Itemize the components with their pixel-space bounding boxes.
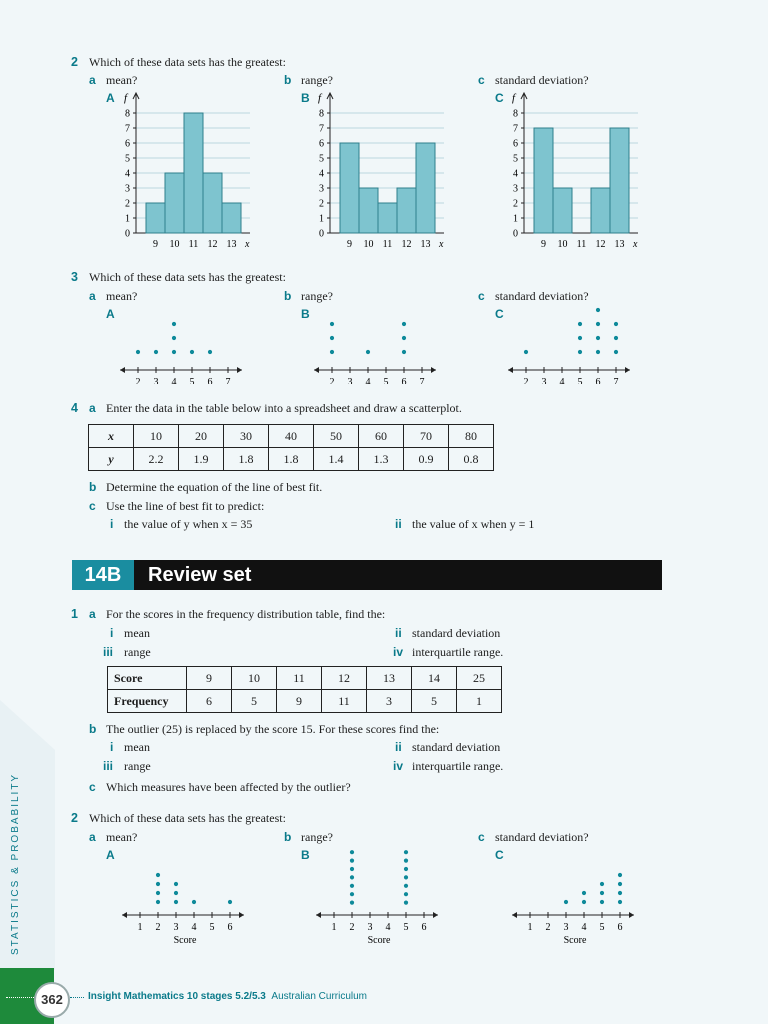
data-dot — [618, 882, 622, 886]
data-dot — [582, 891, 586, 895]
subpart-label: iv — [393, 645, 404, 659]
data-dot — [174, 882, 178, 886]
x-tick-label: 6 — [595, 377, 601, 384]
data-dot — [402, 350, 406, 354]
frequency-table — [107, 666, 502, 713]
x-tick-label: 4 — [385, 922, 391, 933]
chart-label: C — [495, 307, 504, 321]
x-tick-label: 10 — [169, 239, 180, 250]
number-line-arrow — [508, 367, 513, 373]
x-tick-label: 1 — [331, 922, 337, 933]
table-cell: 1.4 — [314, 448, 359, 471]
table-cell: 40 — [269, 425, 314, 448]
data-dot — [404, 850, 408, 854]
part-letter: a — [89, 401, 96, 415]
x-tick-label: 13 — [420, 239, 431, 250]
part-text: Which measures have been affected by the outlier? — [106, 780, 351, 794]
histogram-bar — [591, 188, 610, 233]
histogram-a — [108, 88, 268, 253]
section-code: 14B — [72, 560, 134, 590]
table-cell: 11 — [322, 690, 367, 713]
subpart-text: standard deviation — [412, 740, 501, 754]
data-dot — [156, 891, 160, 895]
x-tick-label: 2 — [545, 922, 551, 933]
table-cell: 6 — [187, 690, 232, 713]
data-dot — [600, 900, 604, 904]
part-text: mean? — [106, 73, 138, 87]
subpart-text: interquartile range. — [412, 645, 504, 659]
table-cell: 9 — [277, 690, 322, 713]
x-tick-label: 5 — [403, 922, 409, 933]
y-tick-label: 7 — [319, 123, 324, 135]
part-text: For the scores in the frequency distribution table, find the: — [106, 607, 386, 621]
question-prompt: Which of these data sets has the greatest: — [89, 270, 286, 284]
table-cell: 12 — [322, 667, 367, 690]
x-tick-label: 5 — [209, 922, 215, 933]
data-dot — [228, 900, 232, 904]
histogram-bar — [146, 203, 165, 233]
data-dot — [404, 901, 408, 905]
part-letter: b — [284, 73, 292, 87]
data-dot — [330, 322, 334, 326]
data-dot — [350, 859, 354, 863]
part-letter: c — [478, 73, 485, 87]
table-cell: 5 — [232, 690, 277, 713]
y-tick-label: 3 — [513, 183, 518, 195]
y-tick-label: 5 — [513, 153, 518, 165]
table-cell: 20 — [179, 425, 224, 448]
table-cell: 13 — [367, 667, 412, 690]
subpart-text: range — [124, 759, 151, 773]
table-cell: 1.9 — [179, 448, 224, 471]
data-dot — [614, 322, 618, 326]
x-tick-label: 4 — [581, 922, 587, 933]
table-cell: 14 — [412, 667, 457, 690]
x-tick-label: 3 — [347, 377, 353, 384]
part-letter: c — [89, 499, 96, 513]
chart-label: C — [495, 91, 504, 105]
x-tick-label: 12 — [401, 239, 412, 250]
number-line-arrow — [316, 912, 321, 918]
dotted-leader — [70, 997, 84, 998]
strand-label: STATISTICS & PROBABILITY — [10, 772, 21, 955]
x-tick-label: 6 — [421, 922, 427, 933]
subpart-text: mean — [124, 626, 150, 640]
x-tick-label: 3 — [541, 377, 547, 384]
data-dot — [564, 900, 568, 904]
x-tick-label: 6 — [227, 922, 233, 933]
table-header: Frequency — [108, 690, 187, 713]
y-tick-label: 0 — [319, 228, 324, 240]
table-cell: 1.8 — [224, 448, 269, 471]
data-dot — [156, 900, 160, 904]
y-tick-label: 1 — [513, 213, 518, 225]
data-dot — [350, 901, 354, 905]
x-tick-label: 2 — [349, 922, 355, 933]
x-axis-label: x — [245, 239, 250, 250]
margin-shape — [0, 700, 55, 750]
histogram-bar — [203, 173, 222, 233]
histogram-bar — [416, 143, 435, 233]
table-cell: 0.8 — [449, 448, 494, 471]
table-cell: 50 — [314, 425, 359, 448]
data-dot — [582, 900, 586, 904]
data-dot — [404, 884, 408, 888]
table-cell: 30 — [224, 425, 269, 448]
histogram-bar — [222, 203, 241, 233]
part-letter: b — [284, 830, 292, 844]
subpart-label: i — [110, 740, 114, 754]
x-axis-label: x — [633, 239, 638, 250]
x-tick-label: 3 — [367, 922, 373, 933]
histogram-bar — [378, 203, 397, 233]
dot-plot-b — [310, 312, 442, 384]
y-axis-label: f — [512, 92, 516, 104]
subpart-text: the value of y when x = 35 — [124, 517, 253, 531]
y-tick-label: 2 — [513, 198, 518, 210]
data-dot — [350, 875, 354, 879]
y-tick-label: 6 — [513, 138, 518, 150]
y-tick-label: 8 — [319, 108, 324, 120]
number-line-arrow — [625, 367, 630, 373]
y-tick-label: 4 — [125, 168, 130, 180]
part-letter: a — [89, 73, 96, 87]
question-number: 3 — [71, 270, 78, 284]
number-line-arrow — [512, 912, 517, 918]
x-tick-label: 9 — [541, 239, 546, 250]
y-tick-label: 2 — [319, 198, 324, 210]
x-tick-label: 7 — [613, 377, 619, 384]
y-tick-label: 4 — [513, 168, 518, 180]
part-text: The outlier (25) is replaced by the score 15. For these scores find the: — [106, 722, 440, 736]
y-tick-label: 1 — [319, 213, 324, 225]
y-tick-label: 8 — [125, 108, 130, 120]
y-tick-label: 7 — [513, 123, 518, 135]
data-dot — [156, 882, 160, 886]
subpart-text: mean — [124, 740, 150, 754]
chart-label: A — [106, 307, 115, 321]
subpart-label: iii — [103, 645, 114, 659]
histogram-c — [496, 88, 656, 253]
data-dot — [190, 350, 194, 354]
subpart-label: ii — [395, 517, 402, 531]
x-tick-label: 2 — [135, 377, 141, 384]
data-dot — [618, 873, 622, 877]
y-axis-label: f — [318, 92, 322, 104]
data-dot — [172, 336, 176, 340]
data-dot — [578, 336, 582, 340]
x-tick-label: 9 — [347, 239, 352, 250]
data-dot — [156, 873, 160, 877]
x-tick-label: 2 — [523, 377, 529, 384]
number-line-arrow — [431, 367, 436, 373]
question-number: 2 — [71, 811, 78, 825]
x-axis-label: Score — [563, 935, 587, 946]
subpart-label: i — [110, 626, 114, 640]
data-dot — [350, 867, 354, 871]
number-line-arrow — [122, 912, 127, 918]
part-text: standard deviation? — [495, 830, 589, 844]
table-cell: 3 — [367, 690, 412, 713]
part-letter: c — [478, 830, 485, 844]
data-dot — [350, 850, 354, 854]
x-tick-label: 12 — [207, 239, 218, 250]
footer-text — [88, 991, 367, 1002]
data-dot — [596, 322, 600, 326]
table-cell: 25 — [457, 667, 502, 690]
x-axis-label: Score — [367, 935, 391, 946]
question-prompt: Which of these data sets has the greatest: — [89, 55, 286, 69]
x-tick-label: 11 — [382, 239, 393, 250]
data-dot — [330, 336, 334, 340]
y-tick-label: 2 — [125, 198, 130, 210]
question-number: 1 — [71, 607, 78, 621]
part-letter: c — [89, 780, 96, 794]
part-letter: b — [284, 289, 292, 303]
part-letter: a — [89, 830, 96, 844]
part-text: Enter the data in the table below into a spreadsheet and draw a scatterplot. — [106, 401, 462, 415]
subpart-text: the value of x when y = 1 — [412, 517, 535, 531]
dotted-leader — [6, 997, 34, 998]
subpart-label: iii — [103, 759, 114, 773]
data-dot — [524, 350, 528, 354]
subpart-text: range — [124, 645, 151, 659]
chart-label: B — [301, 91, 310, 105]
x-tick-label: 3 — [153, 377, 159, 384]
x-tick-label: 5 — [189, 377, 195, 384]
part-letter: a — [89, 289, 96, 303]
data-dot — [172, 350, 176, 354]
table-cell: 5 — [412, 690, 457, 713]
xy-table — [88, 424, 494, 471]
chart-label: A — [106, 91, 115, 105]
page-number: 362 — [34, 982, 70, 1018]
subpart-label: ii — [395, 626, 402, 640]
histogram-bar — [359, 188, 378, 233]
part-text: mean? — [106, 830, 138, 844]
data-dot — [174, 891, 178, 895]
data-dot — [578, 350, 582, 354]
part-text: range? — [301, 830, 333, 844]
data-dot — [614, 336, 618, 340]
x-tick-label: 1 — [527, 922, 533, 933]
table-cell: 80 — [449, 425, 494, 448]
table-header: Score — [108, 667, 187, 690]
number-line-arrow — [237, 367, 242, 373]
part-text: range? — [301, 73, 333, 87]
histogram-bar — [165, 173, 184, 233]
x-tick-label: 4 — [365, 377, 371, 384]
x-tick-label: 4 — [191, 922, 197, 933]
dot-plot-a — [116, 312, 248, 384]
data-dot — [402, 336, 406, 340]
data-dot — [350, 892, 354, 896]
dot-plot-c — [508, 845, 640, 951]
x-tick-label: 7 — [225, 377, 231, 384]
data-dot — [596, 336, 600, 340]
x-tick-label: 9 — [153, 239, 158, 250]
table-cell: 10 — [134, 425, 179, 448]
subpart-label: iv — [393, 759, 404, 773]
data-dot — [350, 884, 354, 888]
part-text: standard deviation? — [495, 73, 589, 87]
x-tick-label: 12 — [595, 239, 606, 250]
x-tick-label: 1 — [137, 922, 143, 933]
data-dot — [208, 350, 212, 354]
chart-label: B — [301, 307, 310, 321]
data-dot — [404, 867, 408, 871]
x-tick-label: 11 — [576, 239, 587, 250]
number-line-arrow — [629, 912, 634, 918]
y-tick-label: 7 — [125, 123, 130, 135]
data-dot — [404, 892, 408, 896]
subpart-label: ii — [395, 740, 402, 754]
y-tick-label: 0 — [513, 228, 518, 240]
histogram-bar — [553, 188, 572, 233]
part-text: mean? — [106, 289, 138, 303]
data-dot — [402, 322, 406, 326]
x-tick-label: 11 — [188, 239, 199, 250]
y-tick-label: 3 — [125, 183, 130, 195]
y-tick-label: 0 — [125, 228, 130, 240]
data-dot — [192, 900, 196, 904]
part-text: Determine the equation of the line of best fit. — [106, 480, 323, 494]
part-text: range? — [301, 289, 333, 303]
table-header: x — [89, 425, 134, 448]
y-tick-label: 1 — [125, 213, 130, 225]
y-tick-label: 6 — [319, 138, 324, 150]
x-tick-label: 6 — [207, 377, 213, 384]
curriculum-label: Australian Curriculum — [271, 991, 368, 1002]
number-line-arrow — [120, 367, 125, 373]
x-tick-label: 2 — [155, 922, 161, 933]
data-dot — [172, 322, 176, 326]
x-tick-label: 10 — [363, 239, 374, 250]
chart-label: C — [495, 848, 504, 862]
chart-label: B — [301, 848, 310, 862]
histogram-b — [302, 88, 462, 253]
part-letter: a — [89, 607, 96, 621]
x-axis-label: x — [439, 239, 444, 250]
x-tick-label: 13 — [614, 239, 625, 250]
table-cell: 9 — [187, 667, 232, 690]
data-dot — [596, 308, 600, 312]
data-dot — [600, 882, 604, 886]
y-tick-label: 6 — [125, 138, 130, 150]
y-tick-label: 4 — [319, 168, 324, 180]
x-axis-label: Score — [173, 935, 197, 946]
histogram-bar — [534, 128, 553, 233]
subpart-label: i — [110, 517, 114, 531]
x-tick-label: 10 — [557, 239, 568, 250]
data-dot — [136, 350, 140, 354]
data-dot — [618, 900, 622, 904]
histogram-bar — [340, 143, 359, 233]
data-dot — [596, 350, 600, 354]
number-line-arrow — [433, 912, 438, 918]
data-dot — [614, 350, 618, 354]
data-dot — [404, 859, 408, 863]
table-cell: 2.2 — [134, 448, 179, 471]
number-line-arrow — [314, 367, 319, 373]
data-dot — [578, 322, 582, 326]
x-tick-label: 7 — [419, 377, 425, 384]
part-letter: b — [89, 480, 97, 494]
y-tick-label: 5 — [319, 153, 324, 165]
part-letter: b — [89, 722, 97, 736]
question-prompt: Which of these data sets has the greatest: — [89, 811, 286, 825]
data-dot — [154, 350, 158, 354]
y-tick-label: 8 — [513, 108, 518, 120]
data-dot — [330, 350, 334, 354]
margin-band — [0, 750, 55, 970]
x-tick-label: 6 — [401, 377, 407, 384]
x-tick-label: 5 — [383, 377, 389, 384]
question-number: 2 — [71, 55, 78, 69]
table-cell: 70 — [404, 425, 449, 448]
part-text: Use the line of best fit to predict: — [106, 499, 265, 513]
table-cell: 1 — [457, 690, 502, 713]
y-axis-label: f — [124, 92, 128, 104]
part-letter: c — [478, 289, 485, 303]
table-cell: 60 — [359, 425, 404, 448]
part-text: standard deviation? — [495, 289, 589, 303]
table-cell: 11 — [277, 667, 322, 690]
number-line-arrow — [239, 912, 244, 918]
table-cell: 1.3 — [359, 448, 404, 471]
question-number: 4 — [71, 401, 78, 415]
subpart-text: interquartile range. — [412, 759, 504, 773]
x-tick-label: 4 — [559, 377, 565, 384]
table-cell: 1.8 — [269, 448, 314, 471]
data-dot — [404, 875, 408, 879]
table-header: y — [89, 448, 134, 471]
x-tick-label: 3 — [173, 922, 179, 933]
dot-plot-c — [504, 300, 636, 384]
x-tick-label: 5 — [577, 377, 583, 384]
table-cell: 10 — [232, 667, 277, 690]
data-dot — [366, 350, 370, 354]
data-dot — [600, 891, 604, 895]
x-tick-label: 3 — [563, 922, 569, 933]
book-title: Insight Mathematics 10 stages 5.2/5.3 — [88, 991, 266, 1002]
x-tick-label: 4 — [171, 377, 177, 384]
y-tick-label: 3 — [319, 183, 324, 195]
data-dot — [174, 900, 178, 904]
x-tick-label: 5 — [599, 922, 605, 933]
histogram-bar — [397, 188, 416, 233]
chart-label: A — [106, 848, 115, 862]
subpart-text: standard deviation — [412, 626, 501, 640]
table-cell: 0.9 — [404, 448, 449, 471]
histogram-bar — [610, 128, 629, 233]
x-tick-label: 2 — [329, 377, 335, 384]
x-tick-label: 6 — [617, 922, 623, 933]
y-tick-label: 5 — [125, 153, 130, 165]
dot-plot-a — [118, 845, 250, 951]
data-dot — [618, 891, 622, 895]
x-tick-label: 13 — [226, 239, 237, 250]
dot-plot-b — [312, 845, 444, 951]
histogram-bar — [184, 113, 203, 233]
section-title: Review set — [148, 564, 252, 586]
